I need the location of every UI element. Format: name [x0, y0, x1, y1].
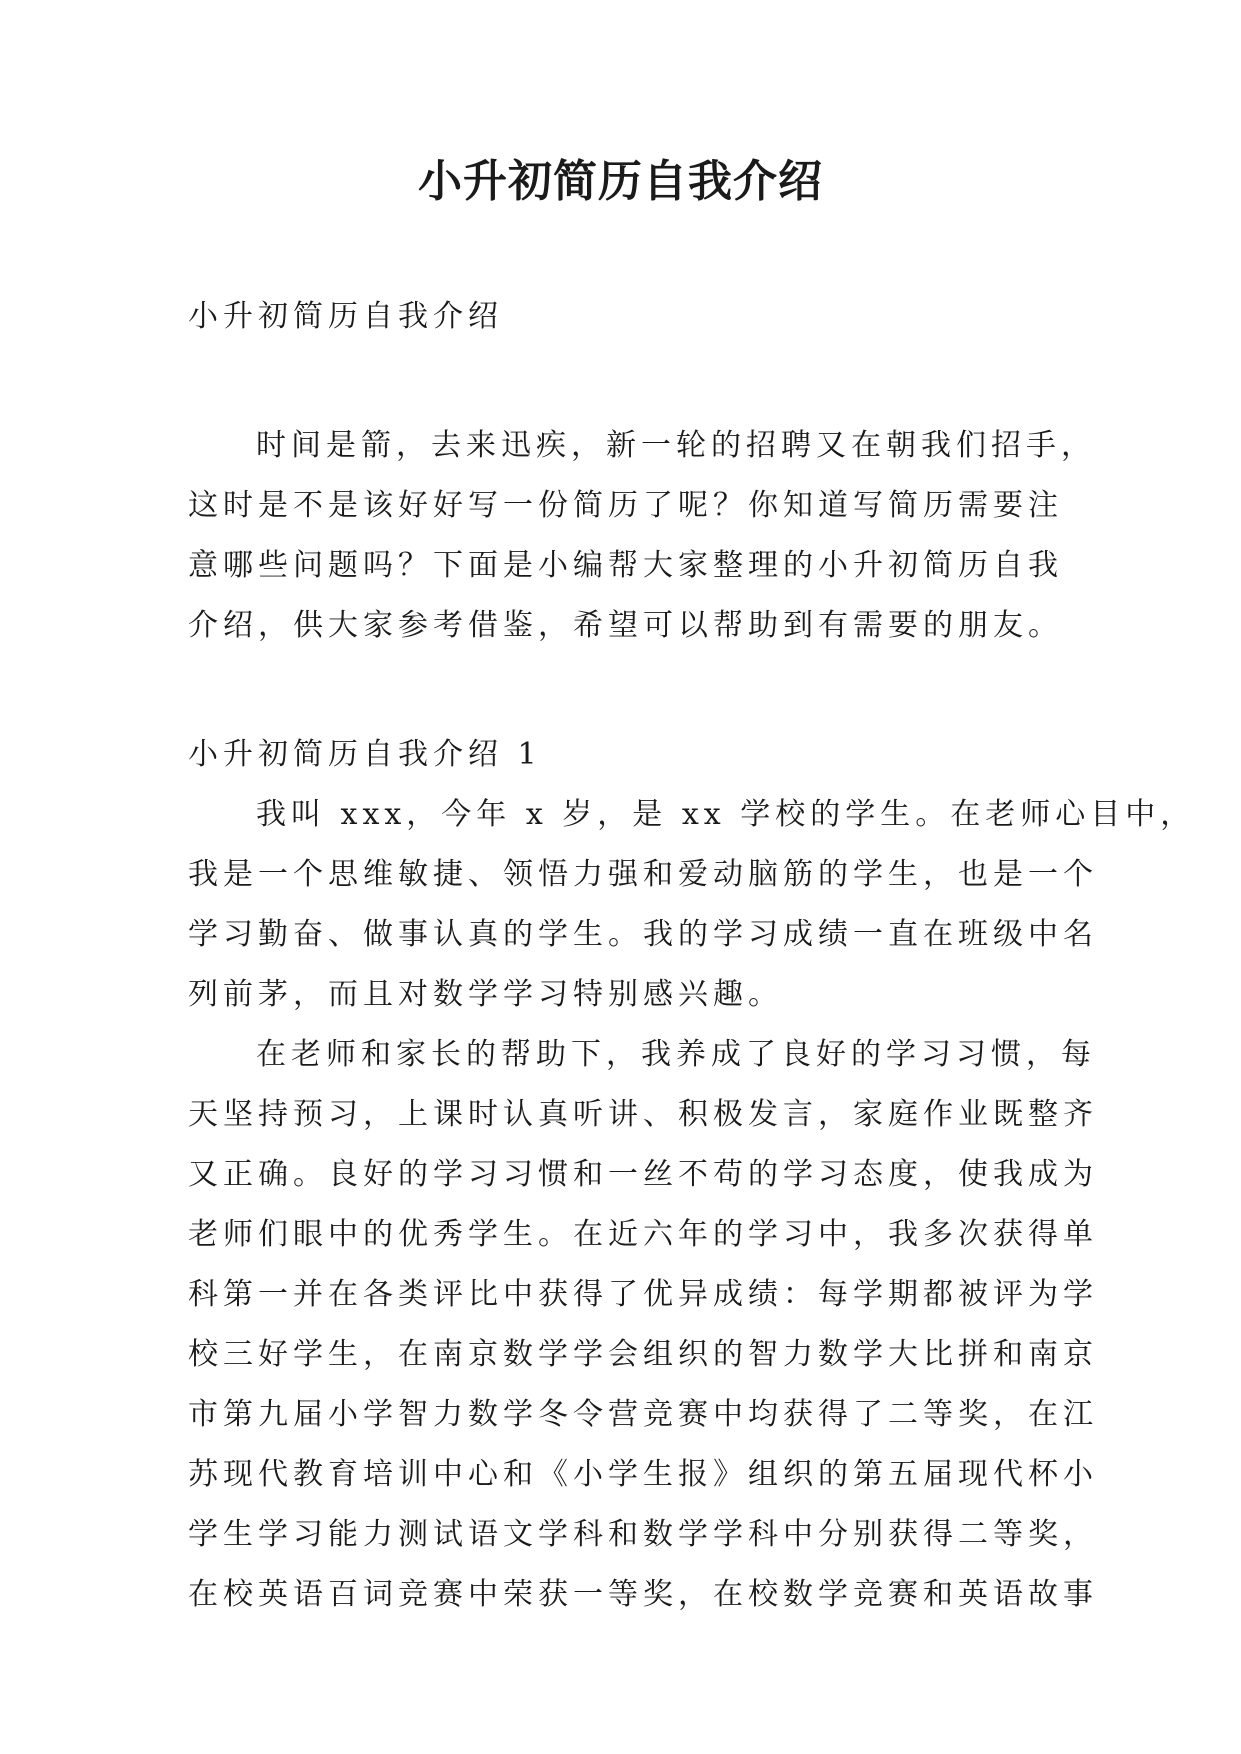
paragraph-2: [188, 1025, 1098, 1625]
text-line: 苏现代教育培训中心和《小学生报》组织的第五届现代杯小: [188, 1457, 1098, 1492]
text-line: 时间是箭，去来迅疾，新一轮的招聘又在朝我们招手，: [256, 428, 1096, 463]
text-line: 天坚持预习，上课时认真听讲、积极发言，家庭作业既整齐: [188, 1097, 1098, 1132]
text-line: 列前茅，而且对数学学习特别感兴趣。: [188, 977, 783, 1012]
text-line: 学习勤奋、做事认真的学生。我的学习成绩一直在班级中名: [188, 917, 1098, 952]
text-line: 介绍，供大家参考借鉴，希望可以帮助到有需要的朋友。: [188, 608, 1063, 643]
text-line: 校三好学生，在南京数学学会组织的智力数学大比拼和南京: [188, 1337, 1098, 1372]
paragraph-1: [188, 785, 1196, 1025]
text-line: 科第一并在各类评比中获得了优异成绩：每学期都被评为学: [188, 1277, 1098, 1312]
intro-paragraph: [188, 416, 1096, 656]
text-line: 老师们眼中的优秀学生。在近六年的学习中，我多次获得单: [188, 1217, 1098, 1252]
text-line: 市第九届小学智力数学冬令营竞赛中均获得了二等奖，在江: [188, 1397, 1098, 1432]
spacer: [188, 656, 1058, 725]
subtitle: 小升初简历自我介绍: [188, 299, 503, 334]
document-title: 小升初简历自我介绍: [418, 156, 823, 207]
spacer: [188, 347, 1058, 416]
text-line: 这时是不是该好好写一份简历了呢？你知道写简历需要注: [188, 488, 1063, 523]
text-line: 又正确。良好的学习习惯和一丝不苟的学习态度，使我成为: [188, 1157, 1098, 1192]
text-line: 意哪些问题吗？下面是小编帮大家整理的小升初简历自我: [188, 548, 1063, 583]
section-heading: 小升初简历自我介绍 1: [188, 737, 542, 772]
text-line: 学生学习能力测试语文学科和数学学科中分别获得二等奖，: [188, 1517, 1098, 1552]
document-body: [188, 287, 1196, 1625]
text-line: 在老师和家长的帮助下，我养成了良好的学习习惯，每: [256, 1037, 1096, 1072]
text-line: 在校英语百词竞赛中荣获一等奖，在校数学竞赛和英语故事: [188, 1577, 1098, 1612]
text-line: 我是一个思维敏捷、领悟力强和爱动脑筋的学生，也是一个: [188, 857, 1098, 892]
text-line: 我叫 xxx，今年 x 岁，是 xx 学校的学生。在老师心目中，: [256, 797, 1196, 832]
